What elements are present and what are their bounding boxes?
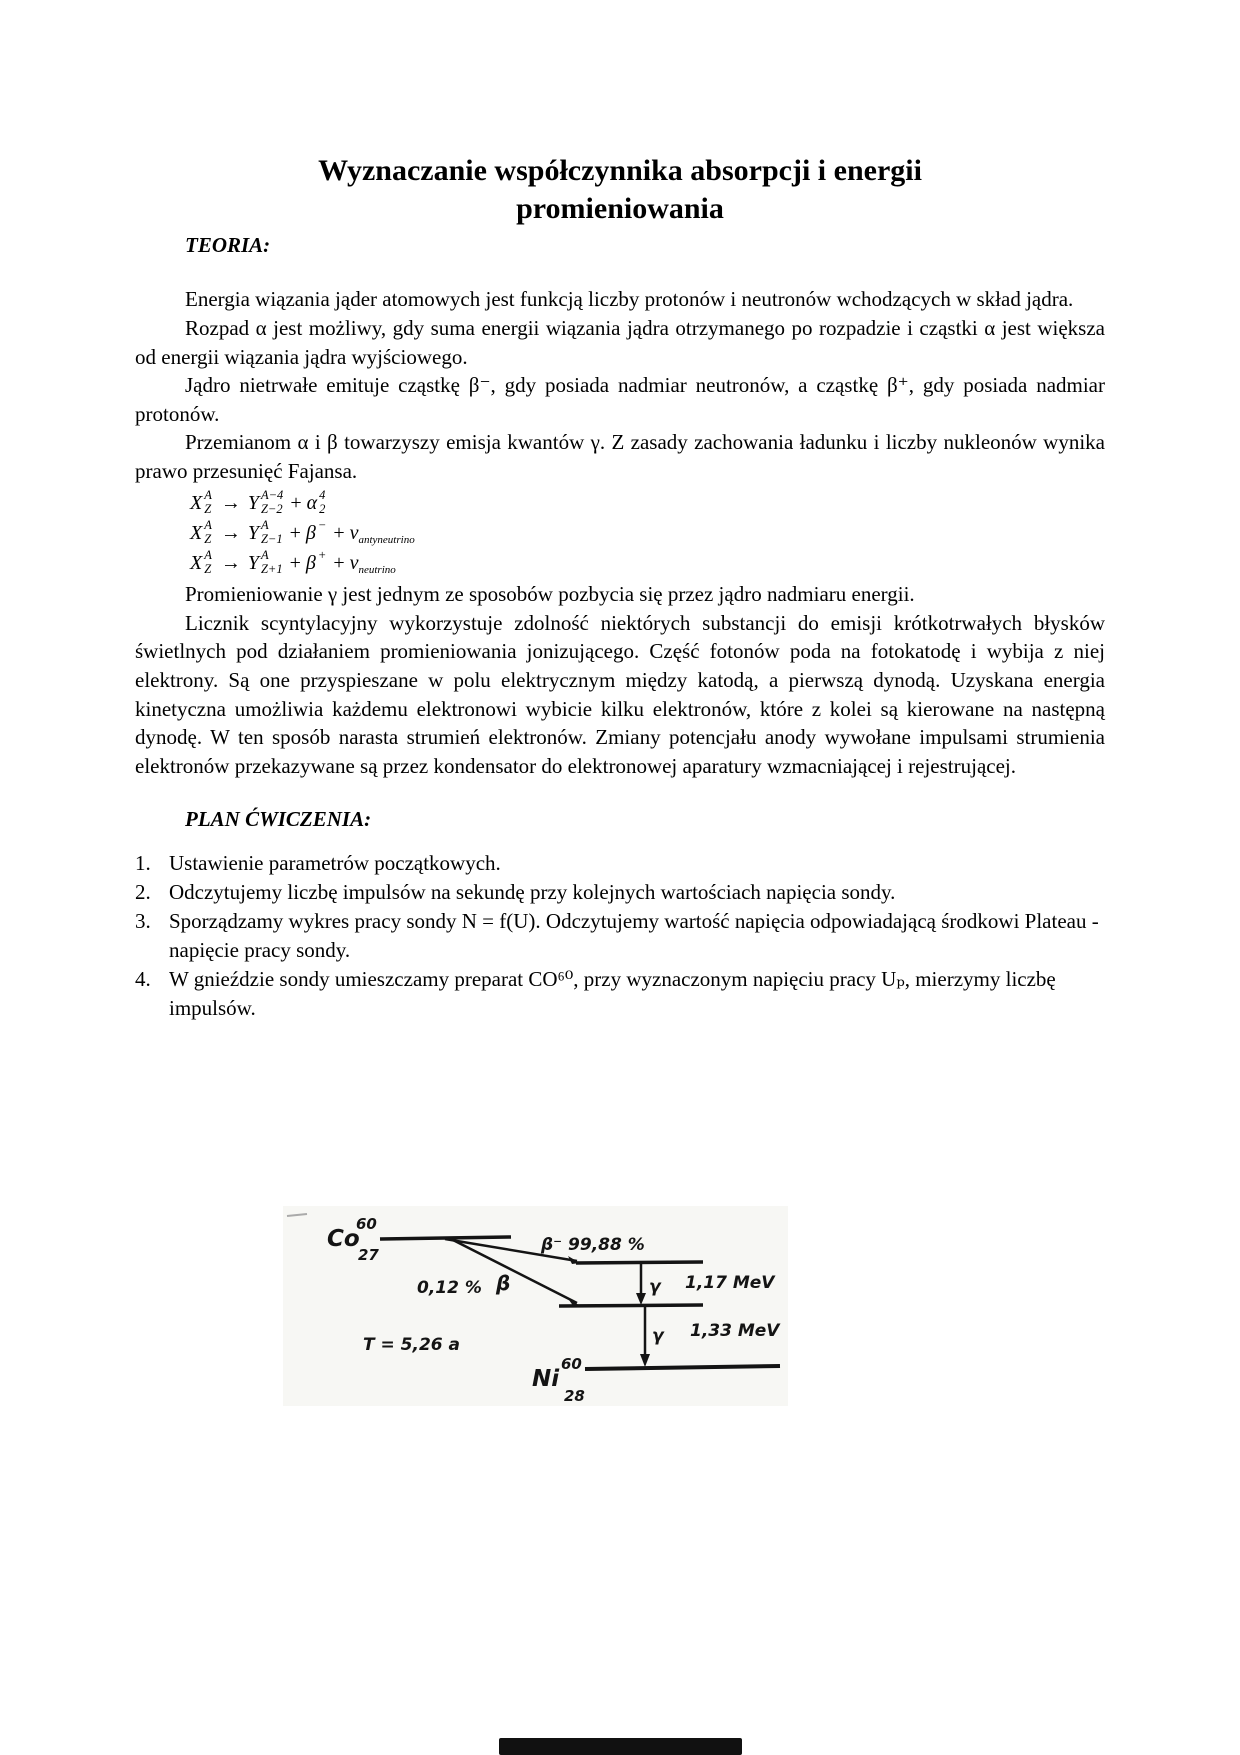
- plus-sign: +: [333, 551, 345, 574]
- paragraph: Energia wiązania jąder atomowych jest funkcją liczby protonów i neutronów wchodzących w skład jądra.: [185, 287, 1074, 312]
- page-title: [135, 152, 1105, 228]
- list-item: [135, 965, 1105, 1023]
- fajans-equations: [190, 488, 1105, 578]
- neutrino-label: antyneutrino: [358, 534, 415, 547]
- nuclide-y: Y: [247, 551, 259, 574]
- nuclide-y: Y: [247, 491, 259, 514]
- list-item-text: Sporządzamy wykres pracy sondy N = f(U). Odczytujemy wartość napięcia odpowiadającą środkowi Plateau - napięcie pracy sondy.: [169, 909, 1099, 963]
- gamma2-energy-label: 1,33 MeV: [690, 1321, 780, 1341]
- x-scripts: A Z: [204, 548, 212, 577]
- equation-alpha-decay: [190, 488, 1105, 518]
- title-line-2: promieniowania: [516, 192, 724, 226]
- nuclide-y: Y: [247, 521, 259, 544]
- list-item-text: Ustawienie parametrów początkowych.: [169, 851, 501, 876]
- neutrino-symbol: ν: [349, 521, 359, 544]
- list-item: [135, 878, 1105, 907]
- footer-watermark-bar: [499, 1738, 742, 1755]
- scan-artifact-mark: [287, 1214, 307, 1216]
- ni60-ground-level-line: [585, 1366, 780, 1369]
- beta-scripts: +: [317, 548, 327, 563]
- equation-beta-minus-decay: [190, 518, 1105, 548]
- paragraph: Jądro nietrwałe emituje cząstkę β⁻, gdy posiada nadmiar neutronów, a cząstkę β⁺, gdy posiada nadmiar protonów.: [135, 373, 1105, 426]
- list-item-number: 4.: [135, 967, 151, 992]
- paragraph: Rozpad α jest możliwy, gdy suma energii wiązania jądra otrzymanego po rozpadzie i cząstki α jest większa od energii wiązania jądra wyjściowego.: [135, 316, 1105, 369]
- level-2p50-line: [576, 1262, 703, 1263]
- gamma1-energy-label: 1,17 MeV: [685, 1273, 775, 1293]
- plus-sign: +: [289, 551, 301, 574]
- co60-decay-scheme-figure: [283, 1206, 788, 1406]
- co-z-label: 27: [358, 1246, 379, 1264]
- beta-particle: β: [305, 521, 316, 544]
- arrow-right-icon: →: [220, 551, 241, 574]
- plan-list: [135, 849, 1105, 1023]
- plan-heading: PLAN ĆWICZENIA:: [185, 807, 372, 832]
- neutrino-label: neutrino: [358, 564, 396, 577]
- x-scripts: A Z: [204, 518, 212, 547]
- gamma1-arrowhead-icon: [636, 1293, 646, 1305]
- list-item-number: 1.: [135, 851, 151, 876]
- y-scripts: A Z+1: [260, 548, 283, 577]
- list-item-text: Odczytujemy liczbę impulsów na sekundę przy kolejnych wartościach napięcia sondy.: [169, 880, 896, 905]
- plus-sign: +: [290, 491, 302, 514]
- teoria-heading: TEORIA:: [185, 233, 271, 258]
- beta-main-label: β⁻ 99,88 %: [541, 1235, 645, 1255]
- alpha-particle: α: [306, 491, 318, 514]
- beta-weak-symbol-label: β: [496, 1271, 511, 1295]
- list-item-number: 3.: [135, 909, 151, 934]
- nuclide-x: X: [190, 491, 203, 514]
- beta-particle: β: [305, 551, 316, 574]
- gamma2-symbol-label: γ: [652, 1326, 664, 1346]
- nuclide-x: X: [190, 521, 203, 544]
- list-item: [135, 907, 1105, 965]
- ni-z-label: 28: [564, 1387, 585, 1405]
- beta-scripts: −: [317, 518, 327, 533]
- co-symbol-label: Co: [327, 1226, 360, 1252]
- list-item-text: W gnieździe sondy umieszczamy preparat CO⁶⁰, przy wyznaczonym napięciu pracy Uₚ, mierzymy liczbę impulsów.: [169, 967, 1056, 1021]
- halflife-label: T = 5,26 a: [363, 1335, 461, 1355]
- neutrino-symbol: ν: [349, 551, 359, 574]
- beta-weak-percent-label: 0,12 %: [417, 1278, 482, 1298]
- gamma1-symbol-label: γ: [649, 1277, 661, 1297]
- equation-beta-plus-decay: [190, 548, 1105, 578]
- title-line-1: Wyznaczanie współczynnika absorpcji i energii: [318, 154, 922, 187]
- nuclide-x: X: [190, 551, 203, 574]
- ni-symbol-label: Ni: [532, 1366, 560, 1392]
- paragraph: Przemianom α i β towarzyszy emisja kwantów γ. Z zasady zachowania ładunku i liczby nukleonów wynika prawo przesunięć Fajansa.: [135, 430, 1105, 483]
- y-scripts: A−4 Z−2: [260, 488, 284, 517]
- arrow-right-icon: →: [220, 521, 241, 544]
- list-item-number: 2.: [135, 880, 151, 905]
- plus-sign: +: [289, 521, 301, 544]
- gamma2-arrowhead-icon: [640, 1354, 650, 1367]
- list-item: [135, 849, 1105, 878]
- co-mass-label: 60: [356, 1215, 377, 1233]
- teoria-section: [135, 285, 1105, 780]
- alpha-scripts: 4 2: [319, 488, 326, 517]
- ni-mass-label: 60: [561, 1355, 582, 1373]
- plus-sign: +: [333, 521, 345, 544]
- y-scripts: A Z−1: [260, 518, 283, 547]
- paragraph: Promieniowanie γ jest jednym ze sposobów pozbycia się przez jądro nadmiaru energii.: [185, 582, 915, 607]
- arrow-right-icon: →: [220, 491, 241, 514]
- decay-scheme-svg: [283, 1206, 788, 1406]
- paragraph: Licznik scyntylacyjny wykorzystuje zdolność niektórych substancji do emisji krótkotrwałych błysków świetlnych pod działaniem promieniowania jonizującego. Część fotonów poda na fotokatodę i wybija z niej elektrony. Są one przyspieszane w polu elektrycznym między katodą, a pierwszą dynodą. Uzyskana energia kinetyczna umożliwia każdemu elektronowi wybicie kilku elektronów, które z kolei są kierowane na następną dynodę. W ten sposób narasta strumień elektronów. Zmiany potencjału anody wywołane impulsami strumienia elektronów przekazywane są przez kondensator do elektronowej aparatury wzmacniającej i rejestrującej.: [135, 610, 1105, 778]
- document-page: [135, 0, 1105, 1023]
- x-scripts: A Z: [204, 488, 212, 517]
- level-1p33-line: [559, 1305, 703, 1306]
